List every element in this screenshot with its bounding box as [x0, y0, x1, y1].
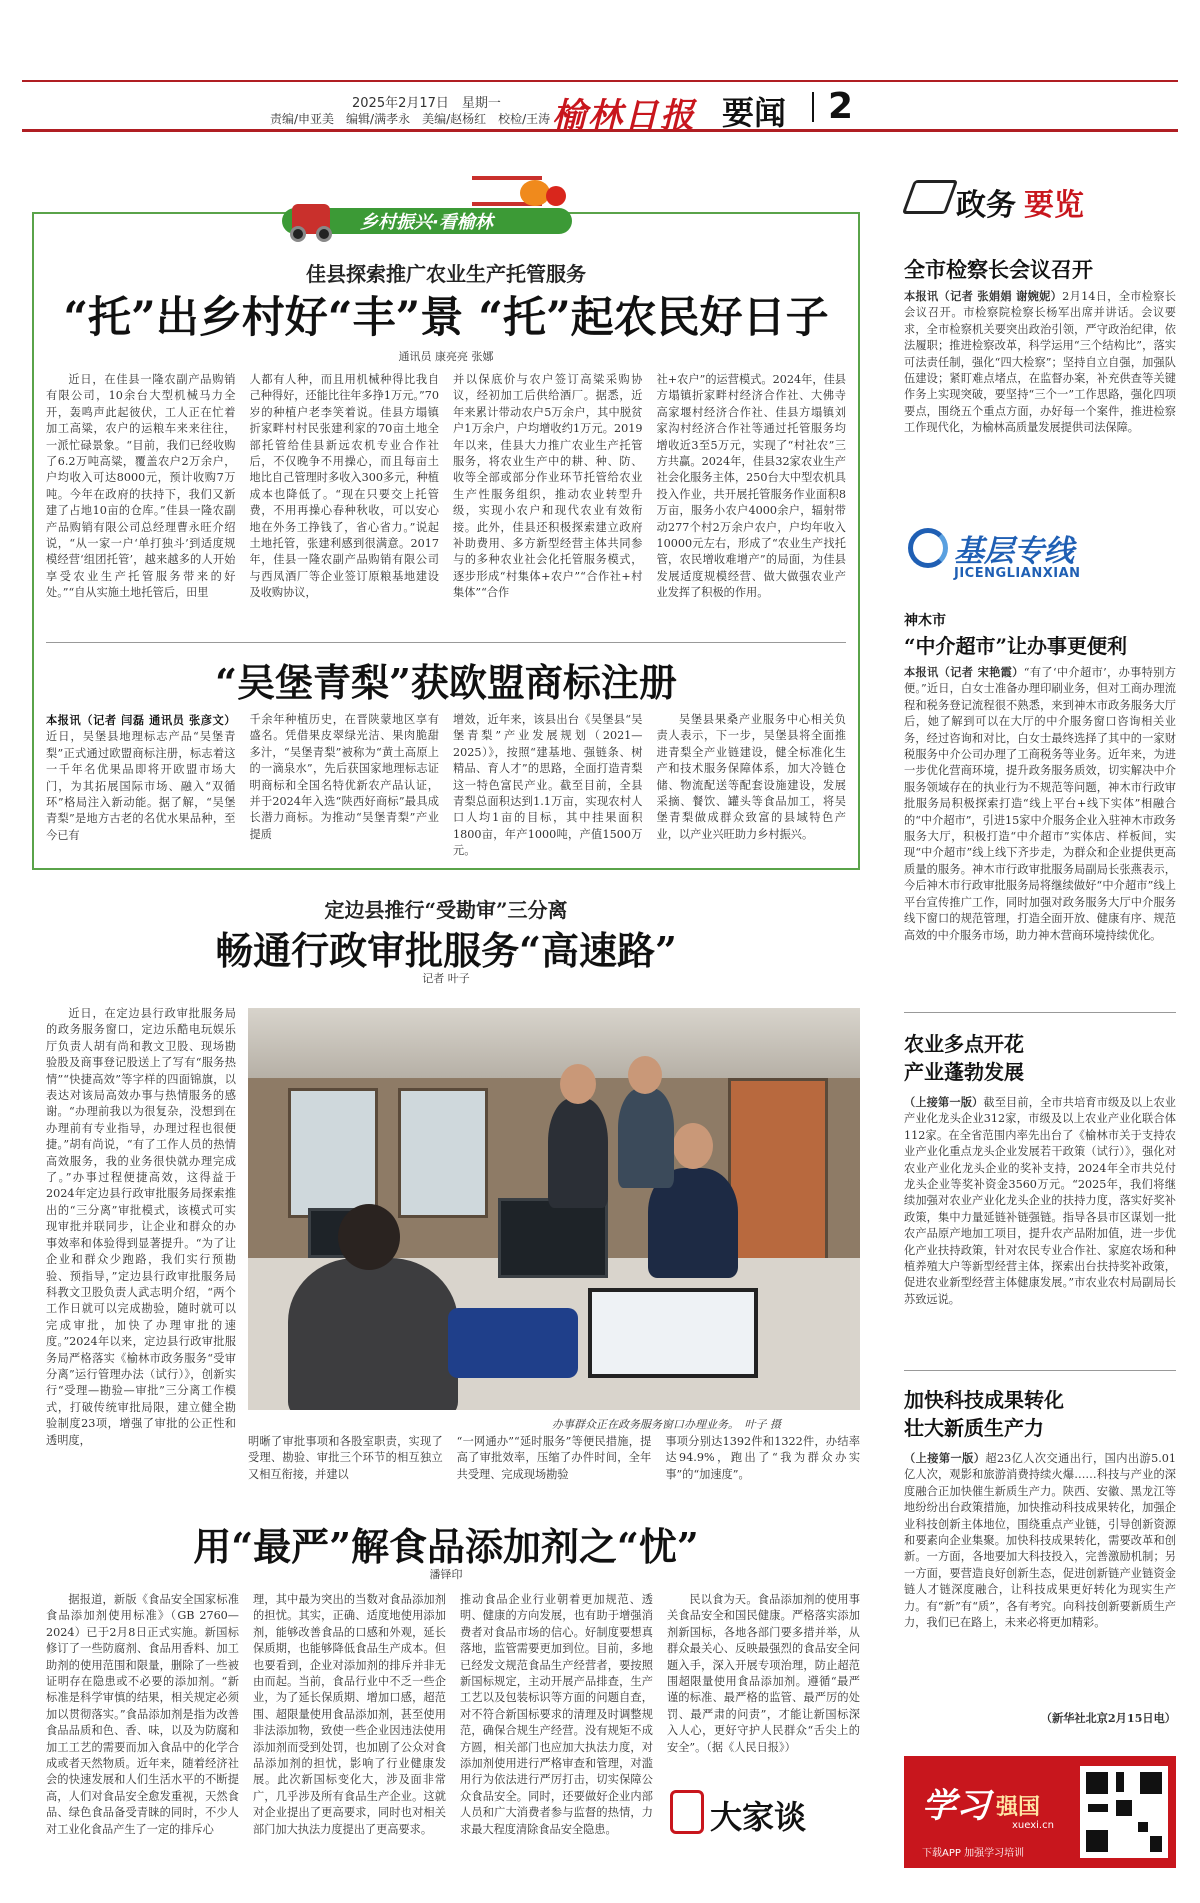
standing-head — [628, 1056, 662, 1094]
ceiling — [248, 1008, 860, 1078]
article4-col-4 — [667, 1592, 860, 1780]
article1-byline: 通讯员 康亮亮 张娜 — [398, 350, 494, 363]
standing-person — [618, 1088, 674, 1188]
article1-headline: “托”出乡村好“丰”景 “托”起农民好日子 — [63, 293, 829, 343]
article3-col1-wrap — [46, 1006, 236, 1484]
article1-body — [46, 372, 846, 634]
dateline: 本报讯（记者 闫磊 通讯员 张彦文） — [46, 713, 236, 727]
ad-subtext: 下载APP 加强学习培训 — [922, 1848, 1025, 1859]
monitor — [498, 1198, 608, 1278]
section-name: 要闻 — [722, 94, 787, 132]
article1-col-2 — [250, 372, 440, 634]
r2-headline: “中介超市”让办事更便利 — [904, 634, 1128, 658]
r3-headline: 农业多点开花 产业蓬勃发展 — [904, 1032, 1024, 1084]
signature-pad — [588, 1288, 758, 1378]
ad-url: xuexi.cn — [1012, 1820, 1054, 1831]
continued-label: （上接第一版） — [904, 1451, 986, 1465]
dateline: 本报讯（记者 宋艳霞） — [904, 665, 1024, 679]
masthead-separator — [812, 92, 814, 122]
masthead-top-rule — [22, 80, 1178, 82]
r1-body — [904, 288, 1176, 488]
article2-body — [46, 712, 846, 862]
pepper-icon — [546, 186, 566, 206]
paragraph — [904, 664, 1176, 944]
article2-col-4 — [657, 712, 847, 862]
article4-col-3 — [460, 1592, 653, 1884]
dajia-tan-text: 大家谈 — [710, 1798, 807, 1836]
zhengwu-yaolan-logo — [908, 170, 1108, 230]
rural-revitalization-banner — [282, 170, 572, 252]
xuexi-qiangguo-ad[interactable] — [904, 1756, 1176, 1868]
paragraph-text: 超23亿人次交通出行，国内出游5.01亿人次，观影和旅游消费持续火爆……科技与产业的深度融合正加快催生新质生产力。陕西、安徽、黑龙江等地纷纷出台政策措施，加快推动科技成果转化，加强企业科技创新主体地位，围绕重点产业链，引导创新资源和要素向企业集聚。加快科技成果转化，需要改革和创新。一方面，各地要加大科技投入，完善激励机制；另一方面，要营造良好创新生态，促进创新链产业链资金链人才链深度融合，让科技成果更好转化为现实生产力。有“新”有“质”，各有考究。向科技创新要新质生产力，我们已在路上，未来必将更加精彩。 — [904, 1452, 1176, 1630]
article3-col-4 — [665, 1434, 860, 1490]
jiceng-zhuanxian-logo — [908, 522, 1118, 588]
r4-body — [904, 1450, 1176, 1700]
paragraph: 吴堡县果桑产业服务中心相关负责人表示，下一步，吴堡县将全面推进青梨全产业链建设，健全标准化生产和技术服务保障体系，加大冷链仓储、物流配送等配套设施建设，发展采摘、餐饮、罐头等食品加工，将吴堡青梨做成群众致富的县域特色产业，以产业兴旺助力乡村振兴。 — [656, 713, 846, 841]
continued-label: （上接第一版） — [904, 1095, 984, 1109]
right-divider — [904, 1012, 1176, 1013]
article3-headline: 畅通行政审批服务“高速路” — [215, 928, 677, 973]
editors-line: 责编/申亚美 编辑/满孝永 美编/赵杨红 校检/王涛 — [270, 112, 551, 126]
blue-bag — [448, 1308, 578, 1378]
logo-text-b: 要览 — [1024, 188, 1084, 223]
r3-body — [904, 1094, 1176, 1326]
article3-col-3 — [457, 1434, 652, 1490]
paragraph: 近日，在佳县一隆农副产品购销有限公司，10余台大型机械马力全开，轰鸣声此起彼伏，工人正在忙着加工高粱，农户的运粮车来来往往，一派忙碌景象。“目前，我们已经收购了6.2万吨高粱，覆盖农户2万余户，户均收入可达8000元，预计收购7万吨。今年在政府的扶持下，我们又新建了占地10亩的仓库。”佳县一隆农副产品购销有限公司总经理曹永旺介绍说，“从一家一户‘单打独斗’到适度规模经营‘组团托管’，越来越多的人开始享受农业生产托管服务带来的好处。”“自从实施土地托管后，田里 — [46, 373, 236, 600]
paragraph: 理，其中最为突出的当数对食品添加剂的担忧。其实，正确、适度地使用添加剂，能够改善食品的口感和外观，延长保质期，也能够降低食品生产成本。但也要看到，企业对添加剂的排斥并非无由而起。当前，食品行业中不乏一些企业，为了延长保质期、增加口感，超范围、超限量使用食品添加剂，甚至使用非法添加物，致使一些企业因违法使用添加剂而受到处罚，也加剧了公众对食品添加剂的担忧，影响了行业健康发展。此次新国标变化大，涉及面非常广，几乎涉及所有食品生产企业。这就对企业提出了更高要求，同时也对相关部门加大执法力度提出了更高要求。 — [253, 1593, 446, 1836]
paragraph-text: 近日，吴堡县地理标志产品“吴堡青梨”正式通过欧盟商标注册，标志着这一千年名优果品即将开欧盟市场大门，为其拓展国际市场、融入“双循环”格局注入新动能。据了解，“吴堡青梨”是地方古老的名优水果品种，至今已有 — [46, 730, 236, 842]
paragraph-text: 2月14日，全市检察长会议召开。市检察院检察长杨军出席并讲话。会议要求，全市检察机关要突出政治引领，严守政治纪律，依法履职；推进检察改革，科学运用“三个结构比”，落实可法责任制，强化“四大检察”；坚持自立自强，加强队伍建设；紧盯难点堵点，在监督办案，补充供查等关键作务上实现突破，要坚持“三个一”工作思路，强化四项要点，围绕五个重点方面，办好每一个案件，推进检察工作现代化，为榆林高质量发展提供司法保障。 — [904, 290, 1176, 435]
paragraph — [46, 712, 236, 844]
door — [728, 1078, 828, 1268]
window — [288, 1088, 378, 1218]
paragraph — [904, 288, 1176, 437]
staff-head — [673, 1123, 713, 1169]
paragraph: “一网通办”“延时服务”等便民措施，提高了审批效率，压缩了办件时间，全年共受理、完成现场勘验 — [456, 1435, 652, 1481]
paper-name: 榆林日报 — [552, 96, 696, 136]
logo-text-b: JICENGLIANXIAN — [954, 566, 1081, 581]
article2-col-1 — [46, 712, 236, 862]
window — [398, 1088, 488, 1218]
article3-col-1 — [46, 1006, 236, 1484]
paragraph: 并以保底价与农户签订高粱采购协议，经初加工后供给酒厂。据悉，近年来累计带动农户5万余户，其中脱贫户1万余户，户均增收约1万元。2019年以来，佳县大力推广农业生产托管服务，将农业生产中的耕、种、防、收等全部或部分作业环节托管给农业生产性服务组织，推动农业转型升级，实现小农户和现代农业有效衔接。此外，佳县还积极探索建立政府补助费用、多方新型经营主体共同参与的多种农业社会化托管服务模式，逐步形成“村集体+农户”“合作社+村集体”“合作 — [453, 373, 643, 600]
paragraph: 人都有人种，而且用机械种得比我自己种得好，还能比往年多挣1万元。”70岁的种植户老李笑着说。佳县方塌镇折家畔村村民张建利家的70亩土地全部托管给佳县新远农机专业合作社后，不仅晚争不用操心，而且每亩土地比自己管理时多收入300多元，种植成本也降低了。“现在只要交上托管费，不用再操心春种秋收，可以安心地在外务工挣钱了，省心省力。”说起土地托管，张建利感到很满意。2017年，佳县一隆农副产品购销有限公司与西凤酒厂等企业签订原粮基地建设及收购协议， — [249, 373, 439, 600]
dajia-tan-logo — [670, 1788, 870, 1838]
microphone-icon — [670, 1790, 704, 1834]
section-divider — [46, 642, 846, 643]
logo-text-a: 政务 — [956, 188, 1016, 223]
citizen-head — [338, 1204, 400, 1270]
logo-text-a: 基层专线 — [954, 534, 1074, 569]
paragraph-text: “有了‘中介超市’，办事特别方便。”近日，白女士准备办理印刷业务，但对工商办理流程和税务登记流程很不熟悉，来到神木市政务服务大厅后，她了解到可以在大厅的中介服务窗口咨询相关业务，经过咨询和对比，白女士最终选择了其中的一家财税服务中介公司办理了工商税务等业务。近年来，为进一步优化营商环境，提升政务服务质效，切实解决中介服务领域存在的执业行为不规范等问题，神木市行政审批服务局积极探索打造“线上平台+线下实体”相融合的“中介超市”，引进15家中介服务企业入驻神木市政务服务大厅，积极打造“中介超市”实体店、样板间，实现“中介超市”线上线下齐步走，为群众和企业提供更高质量的服务。神木市行政审批服务局副局长张燕表示，今后神木市行政审批服务局将继续做好“中介超市”线上平台宣传推广工作，同时加强对政务服务大厅中介服务线下窗口的规范管理，打造全面开放、健康有序、规范高效的中介服务市场，助力神木营商环境持续优化。 — [904, 666, 1176, 942]
ad-brand-b: 强国 — [996, 1794, 1041, 1820]
article4-byline: 潘铎印 — [429, 1568, 463, 1581]
r4-credit: （新华社北京2月15日电） — [1040, 1711, 1176, 1725]
paragraph: 事项分别达1392件和1322件，办结率达94.9%，跑出了“我为群众办实事”的“加速度”。 — [665, 1435, 861, 1481]
article4-body — [46, 1592, 860, 1884]
article1-col-3 — [453, 372, 643, 634]
article4-headline: 用“最严”解食品添加剂之“忧” — [193, 1524, 699, 1569]
article2-col-2 — [250, 712, 440, 862]
article1-col-1 — [46, 372, 236, 634]
paragraph: 民以食为天。食品添加剂的使用事关食品安全和国民健康。严格落实添加剂新国标，各地各部门要多措并举，从群众最关心、反映最强烈的食品安全问题入手，深入开展专项治理，防止超范围超限量使用食品添加剂。遵循“最严谨的标准、最严格的监管、最严厉的处罚、最严肃的问责”，才能让新国标深入人心，更好守护人民群众“舌尖上的安全”。（据《人民日报》） — [667, 1593, 860, 1754]
article1-kicker: 佳县探索推广农业生产托管服务 — [306, 262, 586, 286]
standing-head — [560, 1064, 596, 1104]
service-hall-photo — [248, 1008, 860, 1410]
swirl-icon — [908, 528, 948, 568]
standing-person — [548, 1098, 608, 1208]
ad-brand-a: 学习 — [922, 1786, 990, 1826]
paragraph: 千余年种植历史，在晋陕蒙地区享有盛名。凭借果皮翠绿光洁、果肉脆甜多汁，“吴堡青梨”被称为“黄土高原上的一滴泉水”，先后获国家地理标志证明商标和全国名特优新农产品认证，并于2024年入选“陕西好商标”最具成长潜力商标。为推动“吴堡青梨”产业提质 — [249, 713, 439, 841]
masthead — [22, 80, 1178, 136]
paragraph: 近日，在定边县行政审批服务局的政务服务窗口，定边乐酷电玩娱乐厅负责人胡有尚和教文卫股、现场勘验股及商事登记股送上了写有“服务热情”“快捷高效”等字样的四面锦旗，以表达对该局高效办事与热情服务的感谢。“办理前我以为很复杂，没想到在办理前有专业指导，办理过程也很便捷。”胡有尚说，“有了工作人员的热情高效服务，我的业务很快就办理完成了。”办事过程便捷高效，这得益于2024年定边县行政审批服务局探索推出的“三分离”审批模式，该模式可实现审批并联同步，让企业和群众的办事效率和体验得到显著提升。“为了让企业和群众少跑路，我们实行预勘验、预指导，”定边县行政审批服务局科教文卫股负责人武志明介绍，“两个工作日就可以完成勘验，随时就可以完成审批，加快了办理审批的速度。”2024年以来，定边县行政审批服务局严格落实《榆林市政务服务“受审分离”运行管理办法（试行）》，创新实行“受理—勘验—审批”三分离工作模式，打破传统审批局限，建立健全勘验制度23项，增强了审批的公正性和透明度， — [46, 1007, 236, 1447]
r2-body — [904, 664, 1176, 994]
photo-caption: 办事群众正在政务服务窗口办理业务。 叶子 摄 — [552, 1418, 781, 1431]
article3-col-2 — [248, 1434, 443, 1490]
dateline: 本报讯（记者 张娟娟 谢婉妮） — [904, 289, 1063, 303]
r4-headline: 加快科技成果转化 壮大新质生产力 — [904, 1388, 1064, 1440]
paragraph: 增效，近年来，该县出台《吴堡县“吴堡青梨”产业发展规划（2021—2025）》，按照“建基地、强链条、树精品、育人才”的思路，全面打造青梨这一特色富民产业。截至目前，全县青梨总面积达到1.1万亩，实现农村人口人均1亩的目标，其中挂果面积1800亩，年产1000吨，产值1500万元。 — [453, 713, 643, 858]
article4-col-2 — [253, 1592, 446, 1884]
right-divider — [904, 1370, 1176, 1371]
paragraph: 社+农户”的运营模式。2024年，佳县方塌镇折家畔村经济合作社、大佛寺高家堰村经济合作社、佳县方塌镇刘家沟村经济合作社等通过托管服务均增收近3至5万元，实现了“村社农”三方共赢。2024年，佳县32家农业生产社会化服务主体，250台大中型农机具投入作业，共开展托管服务作业面积8万亩，服务小农户4000余户，辐射带动277个村2万余户农户，户均年收入10000元左右，形成了“农业生产找托管，农民增收难增产”的局面，为佳县发展适度规模经营、做大做强农业产业发挥了积极的作用。 — [656, 373, 846, 600]
paragraph: 明晰了审批事项和各股室职责，实现了受理、勘验、审批三个环节的相互独立又相互衔接，并建以 — [248, 1435, 443, 1481]
page-number: 2 — [828, 86, 854, 127]
tractor-wheel-icon — [290, 226, 306, 242]
pen-icon — [902, 180, 958, 214]
issue-date: 2025年2月17日 星期一 — [352, 96, 501, 111]
article3-kicker: 定边县推行“受勘审”三分离 — [324, 898, 568, 922]
r1-headline: 全市检察长会议召开 — [904, 257, 1093, 282]
paragraph — [904, 1094, 1176, 1308]
article2-headline: “吴堡青梨”获欧盟商标注册 — [215, 660, 677, 705]
paragraph — [904, 1450, 1176, 1631]
paragraph: 据报道，新版《食品安全国家标准 食品添加剂使用标准》（GB 2760—2024）已于2月8日正式实施。新国标修订了一些防腐剂、食品用香料、加工助剂的使用范围和限量，删除了一些被证明存在隐患或不必要的添加剂。“新标准是科学审慎的结果，相关规定必须加以贯彻落实。”食品添加剂是指为改善食品品质和色、香、味，以及为防腐和加工工艺的需要而加入食品中的化学合成或者天然物质。近年来，随着经济社会的快速发展和人们生活水平的不断提高，人们对食品安全愈发重视，天然食品、绿色食品备受青睐的同时，不少人对工业化食品产生了一定的排斥心 — [46, 1593, 239, 1836]
paragraph: 推动食品企业行业朝着更加规范、透明、健康的方向发展，也有助于增强消费者对食品市场的信心。好制度要想真落地，监管需要更加到位。目前，多地已经发文规范食品生产经营者，要按照新国标规定，主动开展产品排查，生产工艺以及包装标识等方面的问题自查，对不符合新国标要求的清理及时调整规范，确保合规生产经营。没有规矩不成方圆，相关部门也应加大执法力度，对添加剂使用进行严格审查和管理，对滥用行为依法进行严厉打击，切实保障公众食品安全。同时，还要做好企业内部人员和广大消费者参与监督的热情，力求最大程度清除食品安全隐患。 — [460, 1593, 653, 1836]
article1-col-4 — [657, 372, 847, 634]
tractor-wheel-icon — [316, 226, 332, 242]
banner-text: 乡村振兴·看榆林 — [360, 212, 493, 233]
citizen-person — [288, 1258, 458, 1410]
article4-col-1 — [46, 1592, 239, 1884]
article3-bottom-body — [248, 1434, 860, 1490]
r2-kicker: 神木市 — [904, 613, 946, 629]
qr-code-icon[interactable] — [1080, 1766, 1168, 1858]
paragraph-text: 截至目前，全市共培育市级及以上农业产业化龙头企业312家，市级及以上农业产业化联合体112家。在全省范围内率先出台了《榆林市关于支持农业产业化重点龙头企业发展若干政策（试行）》，强化对农业产业化龙头企业的奖补支持，2024年全市共兑付龙头企业等奖补资金3560万元。“2025年，我们将继续加强对农业产业化龙头企业的扶持力度，落实好奖补政策，集中力量延链补链强链。指导各县市区谋划一批农产品原产地加工项目，提升农产品附加值，进一步优化产业扶持政策，针对农民专业合作社、家庭农场和种植养殖大户等新型经营主体，探索出台扶持奖补政策，促进农业新型经营主体健康发展。”市农业农村局副局长苏致远说。 — [904, 1096, 1176, 1306]
article3-byline: 记者 叶子 — [422, 972, 470, 985]
article2-col-3 — [453, 712, 643, 862]
